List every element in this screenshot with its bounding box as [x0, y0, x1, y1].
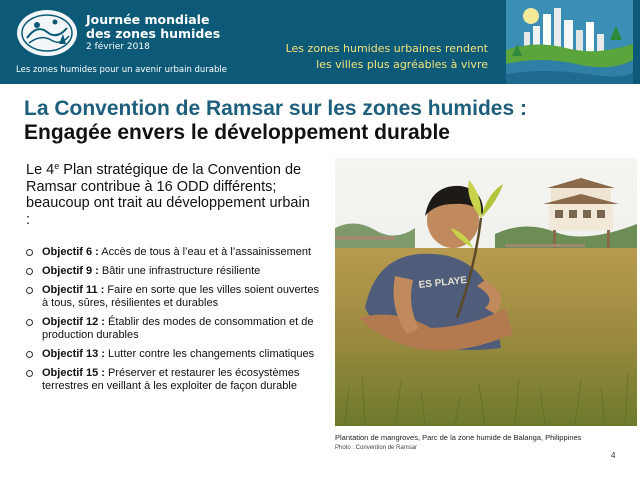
objective-label: Objectif 11 : — [42, 284, 105, 296]
banner-subtitle: Les zones humides pour un avenir urbain durable — [16, 65, 228, 75]
objective-text: Lutter contre les changements climatiques — [104, 348, 315, 360]
banner-title — [86, 13, 220, 41]
list-item — [26, 316, 326, 342]
city-skyline-icon — [506, 0, 633, 84]
banner-slogan-line1: Les zones humides urbaines rendent — [285, 42, 488, 55]
objective-text: Faire en sorte que les villes soient ouvertes à tous, sûres, résilientes et durables — [42, 284, 319, 309]
objective-label: Objectif 13 : — [42, 348, 105, 360]
list-item — [26, 246, 326, 259]
intro-paragraph — [26, 158, 316, 228]
circle-bullet-icon — [26, 249, 33, 256]
banner-date: 2 février 2018 — [86, 42, 150, 52]
objective-text: Bâtir une infrastructure résiliente — [98, 265, 261, 277]
banner-slogan — [286, 41, 488, 73]
photo-caption: Plantation de mangroves, Parc de la zone humide de Balanga, Philippines — [335, 433, 582, 442]
objective-text: Préserver et restaurer les écosystèmes terrestres en veillant à les exploiter de façon durable — [42, 367, 300, 392]
objective-label: Objectif 12 : — [42, 316, 105, 328]
objective-text: Établir des modes de consommation et de production durables — [42, 316, 314, 341]
objective-label: Objectif 9 : — [42, 265, 99, 277]
circle-bullet-icon — [26, 287, 33, 294]
intro-text-rest: Plan stratégique de la Convention de Ramsar contribue à 16 ODD différents; beaucoup ont trait au développement urbain : — [26, 162, 310, 228]
objective-label: Objectif 15 : — [42, 367, 105, 379]
banner-title-line1: Journée mondiale — [86, 12, 210, 27]
page-heading-line2: Engagée envers le développement durable — [24, 121, 450, 144]
header-banner — [0, 0, 640, 84]
shirt-text: ES PLAYE — [418, 274, 468, 291]
circle-bullet-icon — [26, 351, 33, 358]
banner-slogan-line2: les villes plus agréables à vivre — [316, 58, 488, 71]
objective-label: Objectif 6 : — [42, 246, 99, 258]
intro-superscript: e — [54, 161, 60, 171]
world-wetlands-day-logo-icon — [15, 8, 79, 58]
photo-credit: Photo : Convention de Ramsar — [335, 445, 418, 451]
intro-text-start: Le 4 — [26, 162, 55, 178]
objectives-list — [26, 246, 326, 399]
page-heading-line1: La Convention de Ramsar sur les zones humides : — [24, 97, 527, 120]
list-item — [26, 265, 326, 278]
page-number: 4 — [611, 451, 616, 460]
list-item — [26, 348, 326, 361]
circle-bullet-icon — [26, 370, 33, 377]
mangrove-planting-photo — [335, 158, 637, 426]
banner-title-line2: des zones humides — [86, 26, 221, 41]
list-item — [26, 367, 326, 393]
objective-text: Accès de tous à l’eau et à l’assainissement — [98, 246, 312, 258]
circle-bullet-icon — [26, 268, 33, 275]
list-item — [26, 284, 326, 310]
circle-bullet-icon — [26, 319, 33, 326]
